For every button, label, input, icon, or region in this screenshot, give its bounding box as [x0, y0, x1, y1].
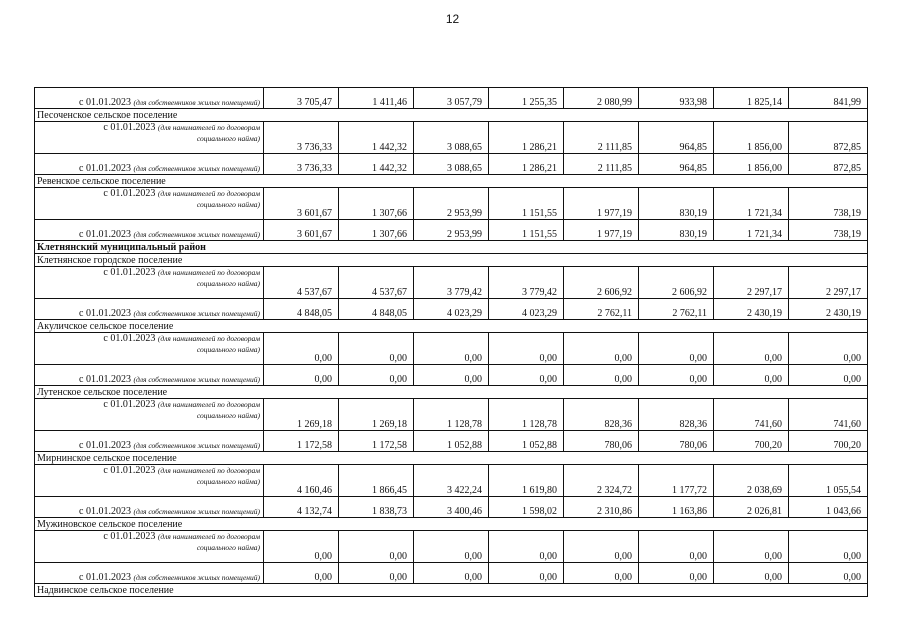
- tariff-value-cell: 1 052,88: [489, 431, 564, 452]
- row-note: (для собственников жилых помещений): [133, 375, 260, 384]
- tariff-value-cell: 0,00: [489, 563, 564, 584]
- tariff-value-cell: 2 762,11: [639, 299, 714, 320]
- row-label: [35, 563, 264, 584]
- tariff-value-cell: 0,00: [714, 333, 789, 365]
- tariff-value-cell: 830,19: [639, 220, 714, 241]
- tariff-value-cell: 1 172,58: [339, 431, 414, 452]
- row-date: с 01.01.2023: [103, 267, 156, 278]
- tariff-value-cell: 1 856,00: [714, 122, 789, 154]
- tariff-value-cell: 1 721,34: [714, 220, 789, 241]
- tariff-value-cell: 1 977,19: [564, 220, 639, 241]
- tariff-value-cell: 1 052,88: [414, 431, 489, 452]
- tariff-value-cell: 0,00: [789, 531, 868, 563]
- owner-tariff-row: [35, 563, 868, 584]
- tariff-value-cell: 4 537,67: [339, 267, 414, 299]
- tariff-value-cell: 1 307,66: [339, 188, 414, 220]
- tariff-value-cell: 1 856,00: [714, 154, 789, 175]
- settlement-header-row: [35, 386, 868, 399]
- tariff-value-cell: 700,20: [789, 431, 868, 452]
- district-header-row: [35, 241, 868, 254]
- tariff-value-cell: 1 269,18: [339, 399, 414, 431]
- tariff-value-cell: 3 400,46: [414, 497, 489, 518]
- tariff-value-cell: 1 151,55: [489, 220, 564, 241]
- tariff-value-cell: 1 128,78: [489, 399, 564, 431]
- row-label: [35, 365, 264, 386]
- tariff-value-cell: 4 132,74: [264, 497, 339, 518]
- tariff-value-cell: 1 411,46: [339, 88, 414, 109]
- row-note: (для собственников жилых помещений): [133, 573, 260, 582]
- tenant-tariff-row: [35, 267, 868, 299]
- tariff-value-cell: 3 422,24: [414, 465, 489, 497]
- tariff-value-cell: 0,00: [639, 333, 714, 365]
- tariff-table: [34, 87, 868, 597]
- tariff-value-cell: 1 163,86: [639, 497, 714, 518]
- tariff-value-cell: 0,00: [789, 563, 868, 584]
- tariff-value-cell: 1 598,02: [489, 497, 564, 518]
- tariff-value-cell: 2 297,17: [789, 267, 868, 299]
- settlement-header-row: [35, 254, 868, 267]
- tariff-value-cell: 780,06: [639, 431, 714, 452]
- row-date: с 01.01.2023: [79, 308, 131, 319]
- tariff-value-cell: 2 310,86: [564, 497, 639, 518]
- settlement-name: Акуличское сельское поселение: [35, 320, 868, 333]
- tariff-value-cell: 1 269,18: [264, 399, 339, 431]
- row-date: с 01.01.2023: [79, 572, 131, 583]
- tariff-value-cell: 841,99: [789, 88, 868, 109]
- owner-tariff-row: [35, 154, 868, 175]
- tariff-value-cell: 1 866,45: [339, 465, 414, 497]
- tariff-value-cell: 2 038,69: [714, 465, 789, 497]
- row-date: с 01.01.2023: [103, 465, 156, 476]
- settlement-header-row: [35, 584, 868, 597]
- row-note: (для собственников жилых помещений): [133, 507, 260, 516]
- row-label: [35, 267, 264, 299]
- tariff-value-cell: 933,98: [639, 88, 714, 109]
- tariff-value-cell: 0,00: [264, 563, 339, 584]
- tariff-value-cell: 738,19: [789, 220, 868, 241]
- tariff-value-cell: 1 977,19: [564, 188, 639, 220]
- row-note-continued: социального найма): [196, 200, 260, 209]
- tenant-tariff-row: [35, 333, 868, 365]
- row-note: (для нанимателей по договорам: [157, 466, 260, 475]
- owner-tariff-row: [35, 299, 868, 320]
- settlement-name: Надвинское сельское поселение: [35, 584, 868, 597]
- row-date: с 01.01.2023: [79, 506, 131, 517]
- tariff-value-cell: 1 286,21: [489, 154, 564, 175]
- row-note-continued: социального найма): [196, 543, 260, 552]
- settlement-name: Лутенское сельское поселение: [35, 386, 868, 399]
- row-label: [35, 299, 264, 320]
- row-label: [35, 220, 264, 241]
- district-name: Клетнянский муниципальный район: [35, 241, 868, 254]
- tariff-value-cell: 4 023,29: [414, 299, 489, 320]
- row-label: [35, 122, 264, 154]
- tariff-value-cell: 0,00: [489, 531, 564, 563]
- tariff-value-cell: 872,85: [789, 154, 868, 175]
- tariff-value-cell: 830,19: [639, 188, 714, 220]
- tariff-value-cell: 3 057,79: [414, 88, 489, 109]
- tariff-value-cell: 3 736,33: [264, 122, 339, 154]
- tariff-value-cell: 3 601,67: [264, 220, 339, 241]
- row-note-continued: социального найма): [196, 477, 260, 486]
- tariff-value-cell: 2 026,81: [714, 497, 789, 518]
- tariff-value-cell: 2 430,19: [714, 299, 789, 320]
- row-date: с 01.01.2023: [79, 229, 131, 240]
- row-note: (для собственников жилых помещений): [133, 230, 260, 239]
- row-date: с 01.01.2023: [79, 163, 131, 174]
- row-label: [35, 399, 264, 431]
- settlement-name: Ревенское сельское поселение: [35, 175, 868, 188]
- tariff-value-cell: 3 705,47: [264, 88, 339, 109]
- tariff-value-cell: 0,00: [264, 333, 339, 365]
- tariff-value-cell: 0,00: [714, 365, 789, 386]
- row-date: с 01.01.2023: [103, 188, 156, 199]
- settlement-name: Мирнинское сельское поселение: [35, 452, 868, 465]
- row-label: [35, 188, 264, 220]
- tariff-value-cell: 1 838,73: [339, 497, 414, 518]
- tariff-value-cell: 3 779,42: [489, 267, 564, 299]
- tariff-value-cell: 738,19: [789, 188, 868, 220]
- tariff-value-cell: 0,00: [339, 531, 414, 563]
- tariff-value-cell: 2 297,17: [714, 267, 789, 299]
- tariff-value-cell: 964,85: [639, 122, 714, 154]
- tariff-value-cell: 4 848,05: [339, 299, 414, 320]
- row-note: (для нанимателей по договорам: [157, 532, 260, 541]
- settlement-header-row: [35, 320, 868, 333]
- tariff-value-cell: 2 953,99: [414, 220, 489, 241]
- tariff-value-cell: 2 324,72: [564, 465, 639, 497]
- owner-tariff-row: [35, 365, 868, 386]
- tariff-value-cell: 2 606,92: [639, 267, 714, 299]
- row-date: с 01.01.2023: [103, 122, 156, 133]
- row-note-continued: социального найма): [196, 345, 260, 354]
- settlement-header-row: [35, 518, 868, 531]
- tariff-value-cell: 0,00: [789, 365, 868, 386]
- tariff-value-cell: 780,06: [564, 431, 639, 452]
- tariff-value-cell: 0,00: [564, 531, 639, 563]
- tariff-value-cell: 2 111,85: [564, 154, 639, 175]
- tariff-value-cell: 964,85: [639, 154, 714, 175]
- tariff-value-cell: 0,00: [414, 365, 489, 386]
- settlement-header-row: [35, 452, 868, 465]
- row-label: [35, 497, 264, 518]
- tariff-value-cell: 0,00: [264, 531, 339, 563]
- tariff-value-cell: 1 442,32: [339, 122, 414, 154]
- row-label: [35, 88, 264, 109]
- tariff-value-cell: 3 088,65: [414, 122, 489, 154]
- settlement-name: Песоченское сельское поселение: [35, 109, 868, 122]
- settlement-header-row: [35, 109, 868, 122]
- row-note: (для нанимателей по договорам: [157, 268, 260, 277]
- tariff-value-cell: 0,00: [414, 563, 489, 584]
- tariff-value-cell: 0,00: [564, 333, 639, 365]
- tenant-tariff-row: [35, 465, 868, 497]
- tariff-value-cell: 1 255,35: [489, 88, 564, 109]
- tariff-value-cell: 2 111,85: [564, 122, 639, 154]
- owner-tariff-row: [35, 220, 868, 241]
- row-note: (для нанимателей по договорам: [157, 189, 260, 198]
- row-note: (для собственников жилых помещений): [133, 98, 260, 107]
- row-date: с 01.01.2023: [103, 531, 156, 542]
- row-label: [35, 431, 264, 452]
- row-label: [35, 465, 264, 497]
- row-label: [35, 333, 264, 365]
- tariff-value-cell: 700,20: [714, 431, 789, 452]
- tariff-value-cell: 4 160,46: [264, 465, 339, 497]
- tariff-value-cell: 0,00: [714, 563, 789, 584]
- tariff-value-cell: 1 442,32: [339, 154, 414, 175]
- tariff-value-cell: 4 537,67: [264, 267, 339, 299]
- row-note: (для собственников жилых помещений): [133, 164, 260, 173]
- tariff-value-cell: 2 953,99: [414, 188, 489, 220]
- tariff-value-cell: 741,60: [714, 399, 789, 431]
- tariff-value-cell: 0,00: [264, 365, 339, 386]
- row-note: (для собственников жилых помещений): [133, 309, 260, 318]
- tariff-value-cell: 1 151,55: [489, 188, 564, 220]
- tariff-value-cell: 0,00: [639, 563, 714, 584]
- row-note-continued: социального найма): [196, 411, 260, 420]
- tenant-tariff-row: [35, 531, 868, 563]
- tariff-value-cell: 3 779,42: [414, 267, 489, 299]
- page-number: 12: [445, 12, 460, 26]
- row-date: с 01.01.2023: [79, 97, 131, 108]
- tariff-value-cell: 0,00: [564, 563, 639, 584]
- tariff-value-cell: 1 128,78: [414, 399, 489, 431]
- tariff-value-cell: 3 088,65: [414, 154, 489, 175]
- tariff-value-cell: 0,00: [414, 531, 489, 563]
- owner-tariff-row: [35, 88, 868, 109]
- tariff-value-cell: 1 055,54: [789, 465, 868, 497]
- tariff-value-cell: 1 043,66: [789, 497, 868, 518]
- tariff-value-cell: 3 736,33: [264, 154, 339, 175]
- owner-tariff-row: [35, 431, 868, 452]
- tariff-value-cell: 0,00: [489, 333, 564, 365]
- tariff-value-cell: 1 307,66: [339, 220, 414, 241]
- row-note: (для нанимателей по договорам: [157, 334, 260, 343]
- owner-tariff-row: [35, 497, 868, 518]
- tariff-value-cell: 872,85: [789, 122, 868, 154]
- tariff-value-cell: 0,00: [789, 333, 868, 365]
- row-date: с 01.01.2023: [79, 440, 131, 451]
- settlement-name: Клетнянское городское поселение: [35, 254, 868, 267]
- tenant-tariff-row: [35, 399, 868, 431]
- tariff-value-cell: 2 430,19: [789, 299, 868, 320]
- tariff-value-cell: 4 848,05: [264, 299, 339, 320]
- tariff-value-cell: 741,60: [789, 399, 868, 431]
- tariff-value-cell: 0,00: [489, 365, 564, 386]
- tenant-tariff-row: [35, 188, 868, 220]
- tariff-value-cell: 1 825,14: [714, 88, 789, 109]
- tariff-value-cell: 2 606,92: [564, 267, 639, 299]
- row-note: (для нанимателей по договорам: [157, 123, 260, 132]
- tariff-value-cell: 1 619,80: [489, 465, 564, 497]
- row-label: [35, 531, 264, 563]
- tariff-value-cell: 0,00: [339, 563, 414, 584]
- row-note: (для нанимателей по договорам: [157, 400, 260, 409]
- settlement-name: Мужиновское сельское поселение: [35, 518, 868, 531]
- tariff-value-cell: 0,00: [564, 365, 639, 386]
- row-note-continued: социального найма): [196, 279, 260, 288]
- tariff-value-cell: 1 172,58: [264, 431, 339, 452]
- row-date: с 01.01.2023: [79, 374, 131, 385]
- tariff-value-cell: 828,36: [564, 399, 639, 431]
- tariff-value-cell: 2 762,11: [564, 299, 639, 320]
- tariff-value-cell: 4 023,29: [489, 299, 564, 320]
- tariff-value-cell: 0,00: [414, 333, 489, 365]
- tariff-value-cell: 0,00: [339, 333, 414, 365]
- tariff-value-cell: 0,00: [639, 365, 714, 386]
- tariff-value-cell: 0,00: [339, 365, 414, 386]
- tariff-value-cell: 0,00: [639, 531, 714, 563]
- tariff-value-cell: 2 080,99: [564, 88, 639, 109]
- tariff-value-cell: 3 601,67: [264, 188, 339, 220]
- row-label: [35, 154, 264, 175]
- settlement-header-row: [35, 175, 868, 188]
- tariff-value-cell: 828,36: [639, 399, 714, 431]
- row-note: (для собственников жилых помещений): [133, 441, 260, 450]
- tariff-value-cell: 1 177,72: [639, 465, 714, 497]
- tariff-value-cell: 1 721,34: [714, 188, 789, 220]
- tariff-value-cell: 0,00: [714, 531, 789, 563]
- row-date: с 01.01.2023: [103, 333, 156, 344]
- row-note-continued: социального найма): [196, 134, 260, 143]
- row-date: с 01.01.2023: [103, 399, 156, 410]
- tenant-tariff-row: [35, 122, 868, 154]
- tariff-value-cell: 1 286,21: [489, 122, 564, 154]
